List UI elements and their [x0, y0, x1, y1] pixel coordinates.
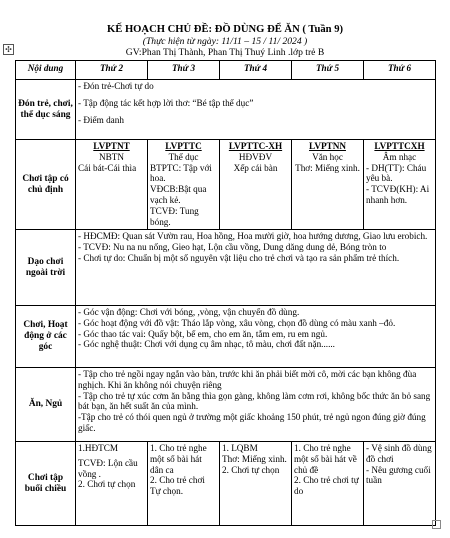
cell-line: TCVĐ: Tung bóng. [150, 205, 199, 227]
plan-title: KẾ HOẠCH CHỦ ĐỀ: ĐỒ DÙNG ĐỂ ĂN ( Tuần 9) [106, 24, 344, 35]
lesson-wednesday[interactable] [220, 140, 292, 230]
lesson-monday[interactable] [76, 140, 148, 230]
table-row [16, 306, 436, 368]
cell-line: - Góc nghệ thuật: Chơi với dụng cụ âm nhạc, tô màu, chơi đất nặn...... [78, 339, 335, 350]
greeting-cell[interactable] [76, 80, 436, 140]
cell-line: - Vệ sinh đồ dùng đồ chơi [366, 443, 432, 464]
cell-line: Cái bát-Cái thìa [78, 162, 137, 173]
cell-line: 1. LQBM [222, 443, 258, 453]
header-tuesday: Thứ 3 [148, 61, 220, 80]
afternoon-friday[interactable] [364, 442, 436, 526]
cell-line: - DH(TT): Cháu yêu bà. [366, 162, 427, 184]
cell-line: - Điểm danh [78, 114, 124, 125]
table-header-row [16, 61, 436, 80]
row-label-meals: Ăn, Ngủ [16, 368, 76, 442]
lesson-code: LVPTTC [165, 141, 202, 151]
row-label-lessons: Chơi tập có chủ định [16, 140, 76, 230]
table-row [16, 80, 436, 140]
document-header [0, 0, 450, 58]
cell-line: -Tập cho trẻ có thói quen ngủ ở trường một giấc khoảng 150 phút, trẻ ngủ ngon đúng giờ đúng giấc. [78, 412, 426, 433]
cell-line: 1. Cho trẻ nghe một số bài hát về chủ đề [294, 443, 357, 475]
cell-line: VĐCB:Bật qua vạch kẻ. [150, 184, 207, 205]
table-row [16, 442, 436, 526]
cell-line: 2. Cho trẻ chơi tự do [294, 475, 359, 497]
cell-line: 1. Cho trẻ nghe một số bài hát dân ca [150, 443, 207, 475]
afternoon-monday[interactable] [76, 442, 148, 526]
cell-line: - Tập cho trẻ ngồi ngay ngắn vào bàn, trước khi ăn phải biết mời cô, mời các bạn không đùa nghịch. Khi ăn không nói chuyện riêng [78, 369, 417, 390]
lesson-code: LVPTTCXH [374, 141, 425, 151]
header-monday: Thứ 2 [76, 61, 148, 80]
cell-line: - Góc thao tác vai: Quấy bột, bế em, cho em ăn, tắm em, ru em ngủ. [78, 328, 328, 339]
outdoor-cell[interactable] [76, 230, 436, 306]
header-friday: Thứ 6 [364, 61, 436, 80]
teacher-names: GV:Phan Thị Thành, Phan Thị Thuý Linh .lớp trẻ B [125, 47, 325, 58]
table-row [16, 140, 436, 230]
lesson-thursday[interactable] [292, 140, 364, 230]
lesson-code: LVPTNN [309, 141, 346, 151]
weekly-plan-table [15, 60, 436, 526]
cell-line: Thơ: Miếng xinh. [295, 162, 360, 173]
table-row [16, 230, 436, 306]
meals-cell[interactable] [76, 368, 436, 442]
cell-line: 2. Chơi tự chọn [78, 479, 136, 490]
cell-line: 2. Chơi tự chọn [222, 464, 280, 475]
plan-date-range: (Thực hiện từ ngày: 11/11 – 15 / 11/ 2024 ) [142, 36, 308, 47]
cell-line: - Góc hoạt động với đồ vật: Tháo lắp vòng, xâu vòng, chọn đồ dùng có màu xanh –đỏ. [78, 317, 396, 328]
cell-line: - Chơi tự do: Chuẩn bị một số nguyên vật liệu cho trẻ chơi và tạo ra sản phẩm trẻ thích. [78, 252, 400, 263]
cell-line: HĐVĐV [238, 151, 273, 162]
cell-line: Thơ: Miếng xinh. [222, 453, 287, 464]
cell-line: 1.HĐTCM [78, 443, 119, 453]
row-label-afternoon: Chơi tập buổi chiều [16, 442, 76, 526]
row-label-greeting: Đón trẻ, chơi, thể dục sáng [16, 80, 76, 140]
cell-line: Âm nhạc [382, 151, 417, 162]
afternoon-tuesday[interactable] [148, 442, 220, 526]
cell-line: - TCVĐ: Nu na nu nống, Gieo hạt, Lộn cầu vồng, Dung dăng dung dẻ, Bóng tròn to [78, 241, 387, 252]
row-label-corners: Chơi, Hoạt động ở các góc [16, 306, 76, 368]
cell-line: - Tập động tác kết hợp lời thơ: “Bé tập thể dục” [78, 97, 254, 108]
cell-line: - Góc vận động: Chơi với bóng, ,vòng, vận chuyển đồ dùng. [78, 307, 300, 317]
row-label-outdoor: Dạo chơi ngoài trời [16, 230, 76, 306]
cell-line: Thể dục [168, 151, 199, 162]
header-thursday: Thứ 5 [292, 61, 364, 80]
cell-line: TCVĐ: Lộn cầu vồng . [78, 457, 138, 479]
afternoon-wednesday[interactable] [220, 442, 292, 526]
lesson-friday[interactable] [364, 140, 436, 230]
lesson-code: LVPTTC-XH [228, 141, 283, 151]
table-resize-handle-icon[interactable] [432, 520, 441, 529]
header-content: Nội dung [16, 61, 76, 80]
cell-line: - TCVĐ(KH): Ai nhanh hơn. [366, 184, 430, 205]
cell-line: Xếp cái bàn [233, 162, 278, 173]
cell-line: NBTN [98, 151, 124, 162]
cell-line: - Nêu gương cuối tuần [366, 464, 431, 486]
cell-line: - HĐCMĐ: Quan sát Vườn rau, Hoa hồng, Hoa mười giờ, hoa hướng dương, Giao lưu erobich. [78, 231, 428, 241]
lesson-tuesday[interactable] [148, 140, 220, 230]
lesson-code: LVPTNT [93, 141, 130, 151]
header-wednesday: Thứ 4 [220, 61, 292, 80]
cell-line: BTPTC: Tập với hoa. [150, 162, 212, 184]
table-row [16, 368, 436, 442]
cell-line: - Đón trẻ-Chơi tự do [78, 81, 154, 91]
corners-cell[interactable] [76, 306, 436, 368]
table-move-handle-icon[interactable]: ✣ [3, 44, 14, 55]
cell-line: 2. Cho trẻ chơi Tự chọn. [150, 475, 205, 497]
cell-line: - Tập cho trẻ tự xúc cơm ăn bằng thìa gọn gàng, không làm cơm rơi, không bốc thức ăn bỏ sang bát bạn, ăn hết suất ăn của mình. [78, 390, 431, 412]
afternoon-thursday[interactable] [292, 442, 364, 526]
cell-line: Văn học [312, 151, 343, 162]
